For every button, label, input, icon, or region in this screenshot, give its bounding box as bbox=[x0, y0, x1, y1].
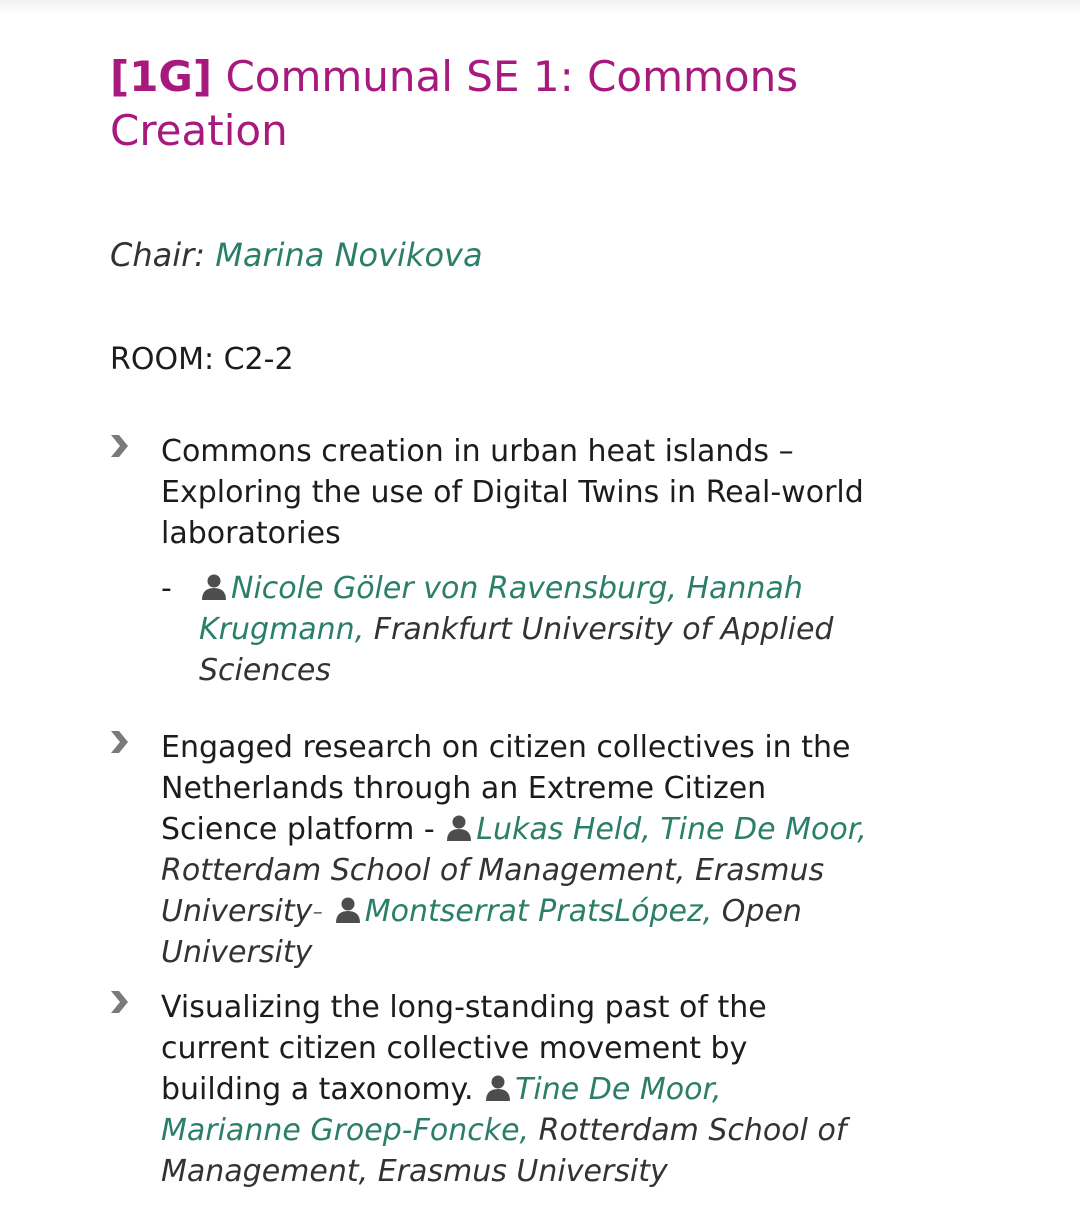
author-separator: - bbox=[423, 812, 435, 847]
author-block bbox=[161, 568, 870, 691]
session-code: [1G] bbox=[110, 52, 213, 101]
person-icon bbox=[446, 814, 472, 842]
author-affiliation: Rotterdam School of Management, Erasmus University bbox=[161, 1113, 847, 1189]
author-line bbox=[199, 568, 870, 691]
author-names-link[interactable]: Montserrat PratsLópez, bbox=[364, 894, 713, 929]
chevron-right-icon bbox=[108, 987, 130, 1017]
room-label: ROOM: C2-2 bbox=[110, 342, 294, 377]
talk-title[interactable]: Engaged research on citizen collectives in the Netherlands through an Extreme Citizen Science platform bbox=[161, 730, 851, 847]
session-name: Communal SE 1: Commons Creation bbox=[110, 52, 799, 155]
person-icon bbox=[201, 573, 227, 601]
talk-body bbox=[161, 987, 870, 1192]
person-icon bbox=[335, 896, 361, 924]
talk-title[interactable]: Visualizing the long-standing past of the current citizen collective movement by building a taxonomy. bbox=[161, 990, 767, 1107]
chevron-right-icon bbox=[108, 431, 130, 461]
talk-body bbox=[161, 727, 870, 973]
author-separator: - bbox=[161, 571, 172, 606]
talk-item[interactable] bbox=[110, 987, 870, 1192]
author-names-link[interactable]: Lukas Held, Tine De Moor, bbox=[476, 812, 867, 847]
session-title bbox=[110, 50, 830, 158]
person-icon bbox=[485, 1074, 511, 1102]
author-affiliation: Open University bbox=[161, 894, 802, 970]
talk-title[interactable]: Commons creation in urban heat islands – Exploring the use of Digital Twins in Real-world laboratories bbox=[161, 434, 864, 551]
session-content bbox=[110, 50, 910, 377]
chair-line bbox=[110, 236, 910, 274]
chair-name-link[interactable]: Marina Novikova bbox=[215, 236, 483, 274]
author-names-link[interactable]: Tine De Moor, Marianne Groep-Foncke, bbox=[161, 1072, 722, 1148]
chair-label: Chair: bbox=[110, 236, 206, 274]
author-affiliation: Rotterdam School of Management, Erasmus University bbox=[161, 853, 825, 929]
author-affiliation: Frankfurt University of Applied Sciences bbox=[199, 612, 834, 688]
author-separator: - bbox=[312, 894, 324, 929]
talk-item[interactable] bbox=[110, 431, 870, 691]
author-names-link[interactable]: Nicole Göler von Ravensburg, Hannah Krugmann, bbox=[199, 571, 803, 647]
chevron-right-icon bbox=[108, 727, 130, 757]
talk-item[interactable] bbox=[110, 727, 870, 973]
top-shadow bbox=[0, 0, 1080, 14]
